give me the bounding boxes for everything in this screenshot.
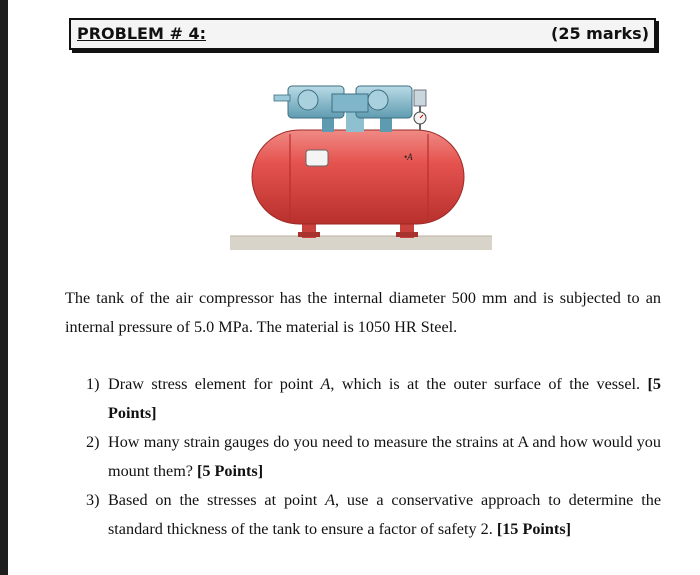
question-text: , which is at the outer surface of the vessel. <box>330 375 648 393</box>
problem-title: PROBLEM # 4: <box>77 24 206 43</box>
problem-statement: The tank of the air compressor has the internal diameter 500 mm and is subjected to an internal pressure of 5.0 MPa. The material is 1050 HR Steel. <box>65 289 661 336</box>
air-compressor-figure <box>228 76 494 252</box>
left-edge-bar <box>0 0 8 575</box>
point-a-label: •A <box>404 152 413 162</box>
point-variable: A <box>320 375 331 393</box>
question-3 <box>86 486 661 544</box>
ground <box>230 236 492 250</box>
pressure-switch <box>414 90 426 106</box>
question-text: Draw stress element for point <box>108 375 321 393</box>
question-points: [15 Points] <box>496 520 572 538</box>
tank-label-plate <box>306 150 328 166</box>
question-list <box>86 370 661 544</box>
question-points: [5 Points] <box>108 375 662 422</box>
problem-header <box>69 18 656 50</box>
question-text: , use a conservative approach to determine the standard thickness of the tank to ensure a factor of safety 2. <box>108 491 662 538</box>
question-text: Based on the stresses at point <box>108 491 326 509</box>
question-number: 1) <box>86 375 100 393</box>
question-number: 2) <box>86 433 100 451</box>
question-1 <box>86 370 661 428</box>
question-2 <box>86 428 661 486</box>
air-compressor-illustration <box>228 76 494 252</box>
point-variable: A <box>325 491 335 509</box>
question-points: [5 Points] <box>197 462 264 480</box>
question-text: How many strain gauges do you need to measure the strains at A and how would you mount them? <box>108 433 661 480</box>
tank-body <box>252 130 464 224</box>
problem-marks: (25 marks) <box>551 24 649 43</box>
question-number: 3) <box>86 491 100 509</box>
